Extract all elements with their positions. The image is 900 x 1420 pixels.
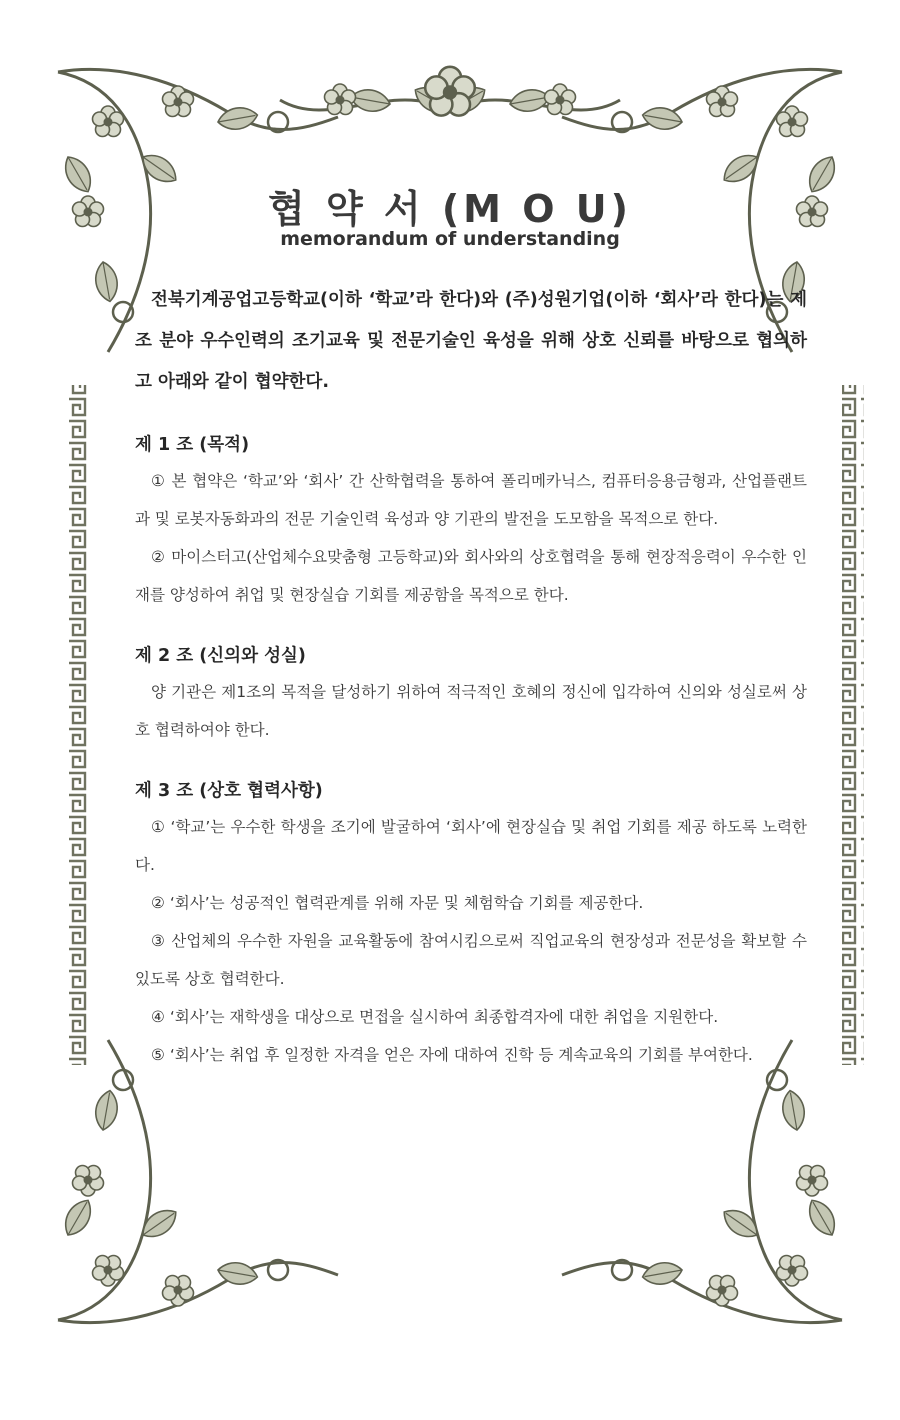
article-heading: 제 2 조 (신의와 성실) — [135, 646, 306, 666]
article-1 — [135, 431, 807, 614]
article-3 — [135, 777, 807, 1074]
article-clause: ① ‘학교’는 우수한 학생을 조기에 발굴하여 ‘회사’에 현장실습 및 취업 기회를 제공 하도록 노력한다. — [135, 818, 807, 874]
article-clause: ⑤ ‘회사’는 취업 후 일정한 자격을 얻은 자에 대하여 진학 등 계속교육의 기회를 부여한다. — [151, 1046, 753, 1064]
article-clause: ③ 산업체의 우수한 자원을 교육활동에 참여시킴으로써 직업교육의 현장성과 전문성을 확보할 수 있도록 상호 협력한다. — [135, 932, 807, 988]
article-heading: 제 1 조 (목적) — [135, 435, 250, 455]
document-body — [135, 280, 807, 1074]
article-clause: ④ ‘회사’는 재학생을 대상으로 면접을 실시하여 최종합격자에 대한 취업을 지원한다. — [151, 1008, 719, 1026]
article-clause: 양 기관은 제1조의 목적을 달성하기 위하여 적극적인 호혜의 정신에 입각하여 신의와 성실로써 상호 협력하여야 한다. — [135, 683, 807, 739]
article-2 — [135, 642, 807, 749]
intro-paragraph: 전북기계공업고등학교(이하 ‘학교’라 한다)와 (주)성원기업(이하 ‘회사’라 한다)는 제조 분야 우수인력의 조기교육 및 전문기술인 육성을 위해 상호 신뢰를 바탕으로 협의하고 아래와 같이 협약한다. — [135, 290, 807, 392]
document-title: 협 약 서 (M O U) — [268, 187, 632, 231]
article-clause: ② 마이스터고(산업체수요맞춤형 고등학교)와 회사와의 상호협력을 통해 현장적응력이 우수한 인재를 양성하여 취업 및 현장실습 기회를 제공함을 목적으로 한다. — [135, 548, 807, 604]
article-clause: ② ‘회사’는 성공적인 협력관계를 위해 자문 및 체험학습 기회를 제공한다. — [151, 894, 644, 912]
document-subtitle: memorandum of understanding — [280, 228, 620, 250]
article-clause: ① 본 협약은 ‘학교’와 ‘회사’ 간 산학협력을 통하여 폴리메카닉스, 컴퓨터응용금형과, 산업플랜트과 및 로봇자동화과의 전문 기술인력 육성과 양 기관의 발전을 도모함을 목적으로 한다. — [135, 472, 807, 528]
article-heading: 제 3 조 (상호 협력사항) — [135, 781, 323, 801]
